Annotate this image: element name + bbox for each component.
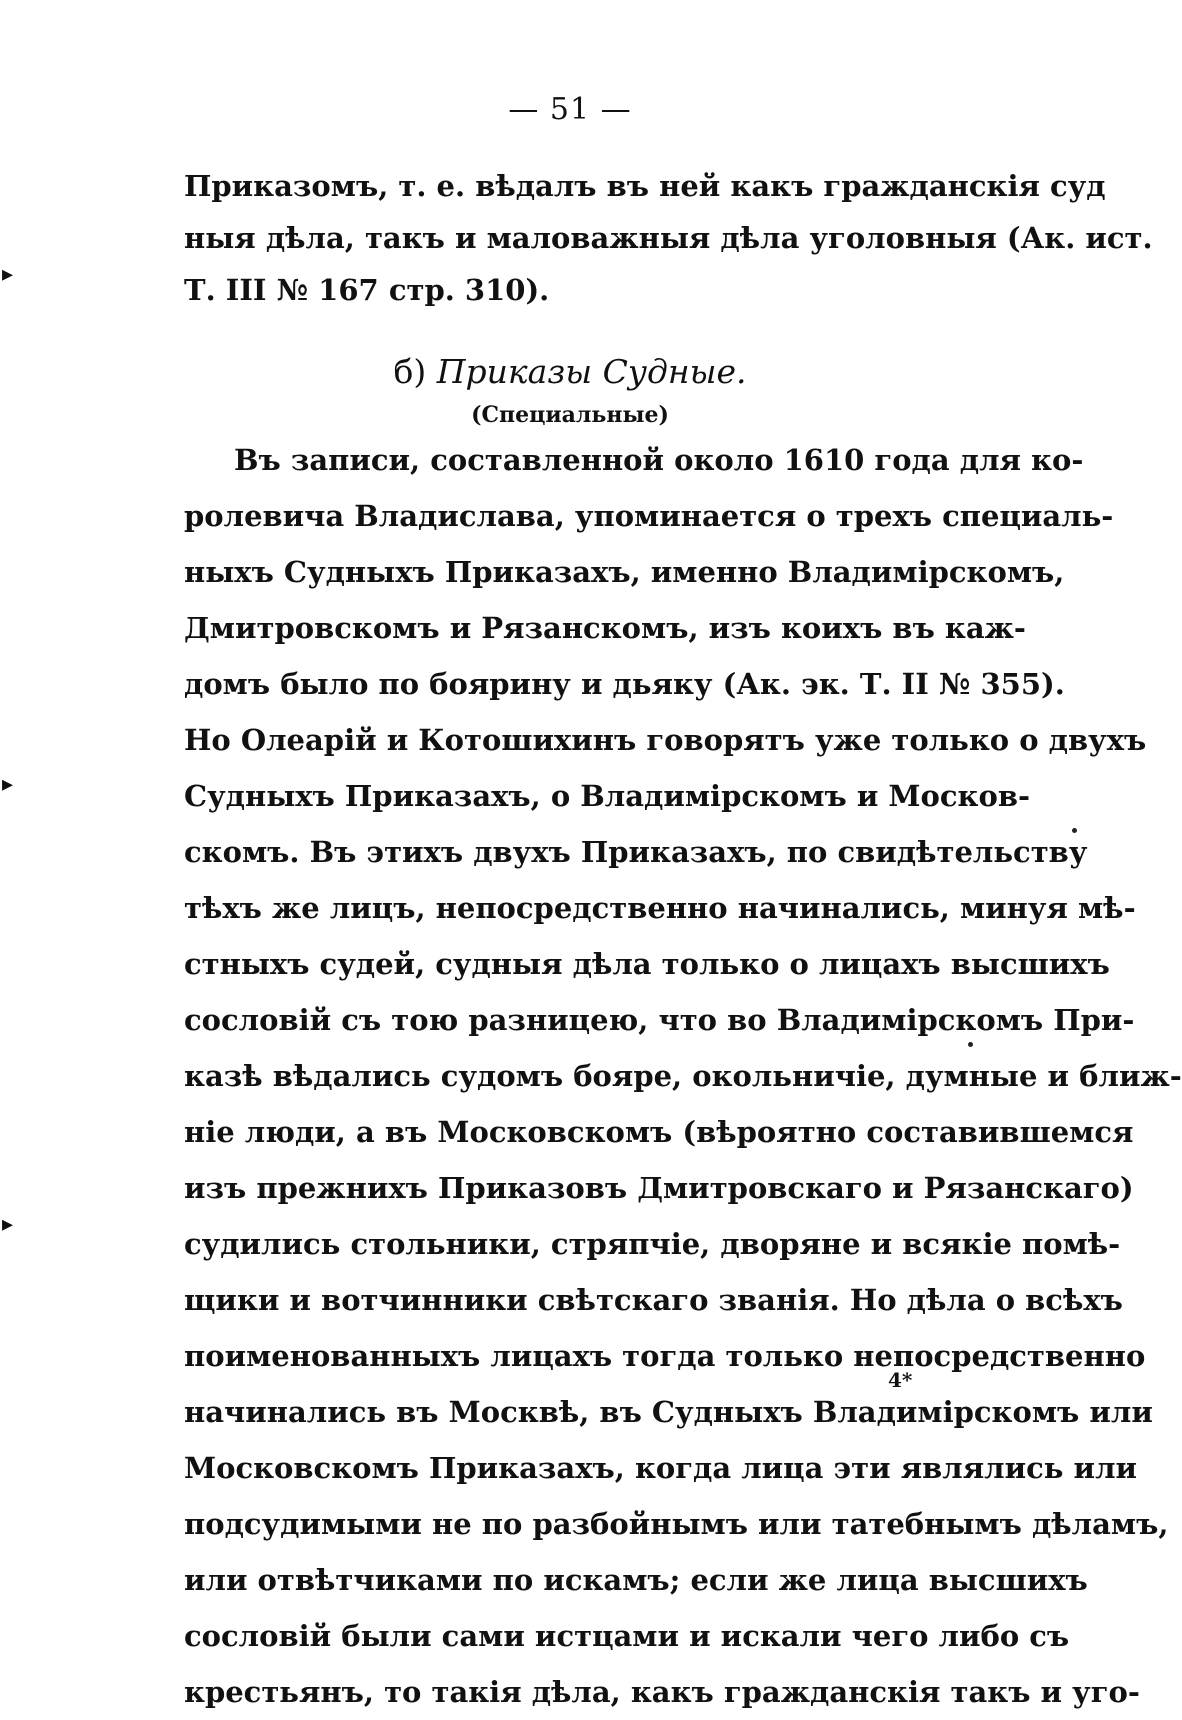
text-line: или отвѣтчиками по искамъ; если же лица высшихъ bbox=[184, 1563, 1088, 1597]
text-line: начинались въ Москвѣ, въ Судныхъ Владимірскомъ или bbox=[184, 1395, 1153, 1429]
text-line: казѣ вѣдались судомъ бояре, окольничіе, думные и ближ- bbox=[184, 1059, 1182, 1093]
text-line: скомъ. Въ этихъ двухъ Приказахъ, по свидѣтельству bbox=[184, 835, 1088, 869]
text-line: подсудимыми не по разбойнымъ или татебнымъ дѣламъ, bbox=[184, 1507, 1169, 1541]
text-line: ныхъ Судныхъ Приказахъ, именно Владимірскомъ, bbox=[184, 555, 1065, 589]
page-number: — 51 — bbox=[508, 92, 632, 127]
text-line: Т. III № 167 стр. 310). bbox=[184, 273, 550, 307]
text-line: Приказомъ, т. е. вѣдалъ въ ней какъ гражданскія суд bbox=[184, 169, 1106, 203]
text-line: поименованныхъ лицахъ тогда только непосредственно bbox=[184, 1339, 1146, 1373]
text-line: ныя дѣла, такъ и маловажныя дѣла уголовныя (Ак. ист. bbox=[184, 221, 1153, 255]
text-line: ролевича Владислава, упоминается о трехъ специаль- bbox=[184, 499, 1114, 533]
margin-arrow-mark: ▸ bbox=[2, 1212, 14, 1237]
text-line: крестьянъ, то такія дѣла, какъ гражданскія такъ и уго- bbox=[184, 1675, 1140, 1709]
margin-arrow-mark: ▸ bbox=[2, 772, 14, 797]
signature-mark: 4* bbox=[888, 1368, 913, 1392]
continued-paragraph bbox=[184, 160, 1153, 316]
section-subheading: (Специальные) bbox=[471, 402, 669, 428]
text-line: домъ было по боярину и дьяку (Ак. эк. Т. II № 355). bbox=[184, 667, 1065, 701]
body-paragraph bbox=[184, 432, 1182, 1720]
scan-speck bbox=[968, 1042, 973, 1047]
text-line: Но Олеарій и Котошихинъ говорятъ уже только о двухъ bbox=[184, 723, 1147, 757]
text-line: Дмитровскомъ и Рязанскомъ, изъ коихъ въ каж- bbox=[184, 611, 1026, 645]
text-line: изъ прежнихъ Приказовъ Дмитровскаго и Рязанскаго) bbox=[184, 1171, 1134, 1205]
section-heading-prefix: б) bbox=[393, 352, 427, 391]
section-heading bbox=[0, 352, 1140, 391]
text-line: тѣхъ же лицъ, непосредственно начинались, минуя мѣ- bbox=[184, 891, 1136, 925]
section-heading-title: Приказы Судные. bbox=[436, 352, 747, 391]
text-line: Въ записи, составленной около 1610 года для ко- bbox=[234, 443, 1084, 477]
text-line: судились стольники, стряпчіе, дворяне и всякіе помѣ- bbox=[184, 1227, 1121, 1261]
text-line: Московскомъ Приказахъ, когда лица эти являлись или bbox=[184, 1451, 1138, 1485]
text-line: щики и вотчинники свѣтскаго званія. Но дѣла о всѣхъ bbox=[184, 1283, 1123, 1317]
text-line: Судныхъ Приказахъ, о Владимірскомъ и Москов- bbox=[184, 779, 1030, 813]
margin-arrow-mark: ▸ bbox=[2, 262, 14, 287]
text-line: сословій съ тою разницею, что во Владимірскомъ При- bbox=[184, 1003, 1135, 1037]
scan-speck bbox=[1072, 828, 1077, 833]
text-line: стныхъ судей, судныя дѣла только о лицахъ высшихъ bbox=[184, 947, 1110, 981]
text-line: ніе люди, а въ Московскомъ (вѣроятно составившемся bbox=[184, 1115, 1134, 1149]
text-line: сословій были сами истцами и искали чего либо съ bbox=[184, 1619, 1070, 1653]
